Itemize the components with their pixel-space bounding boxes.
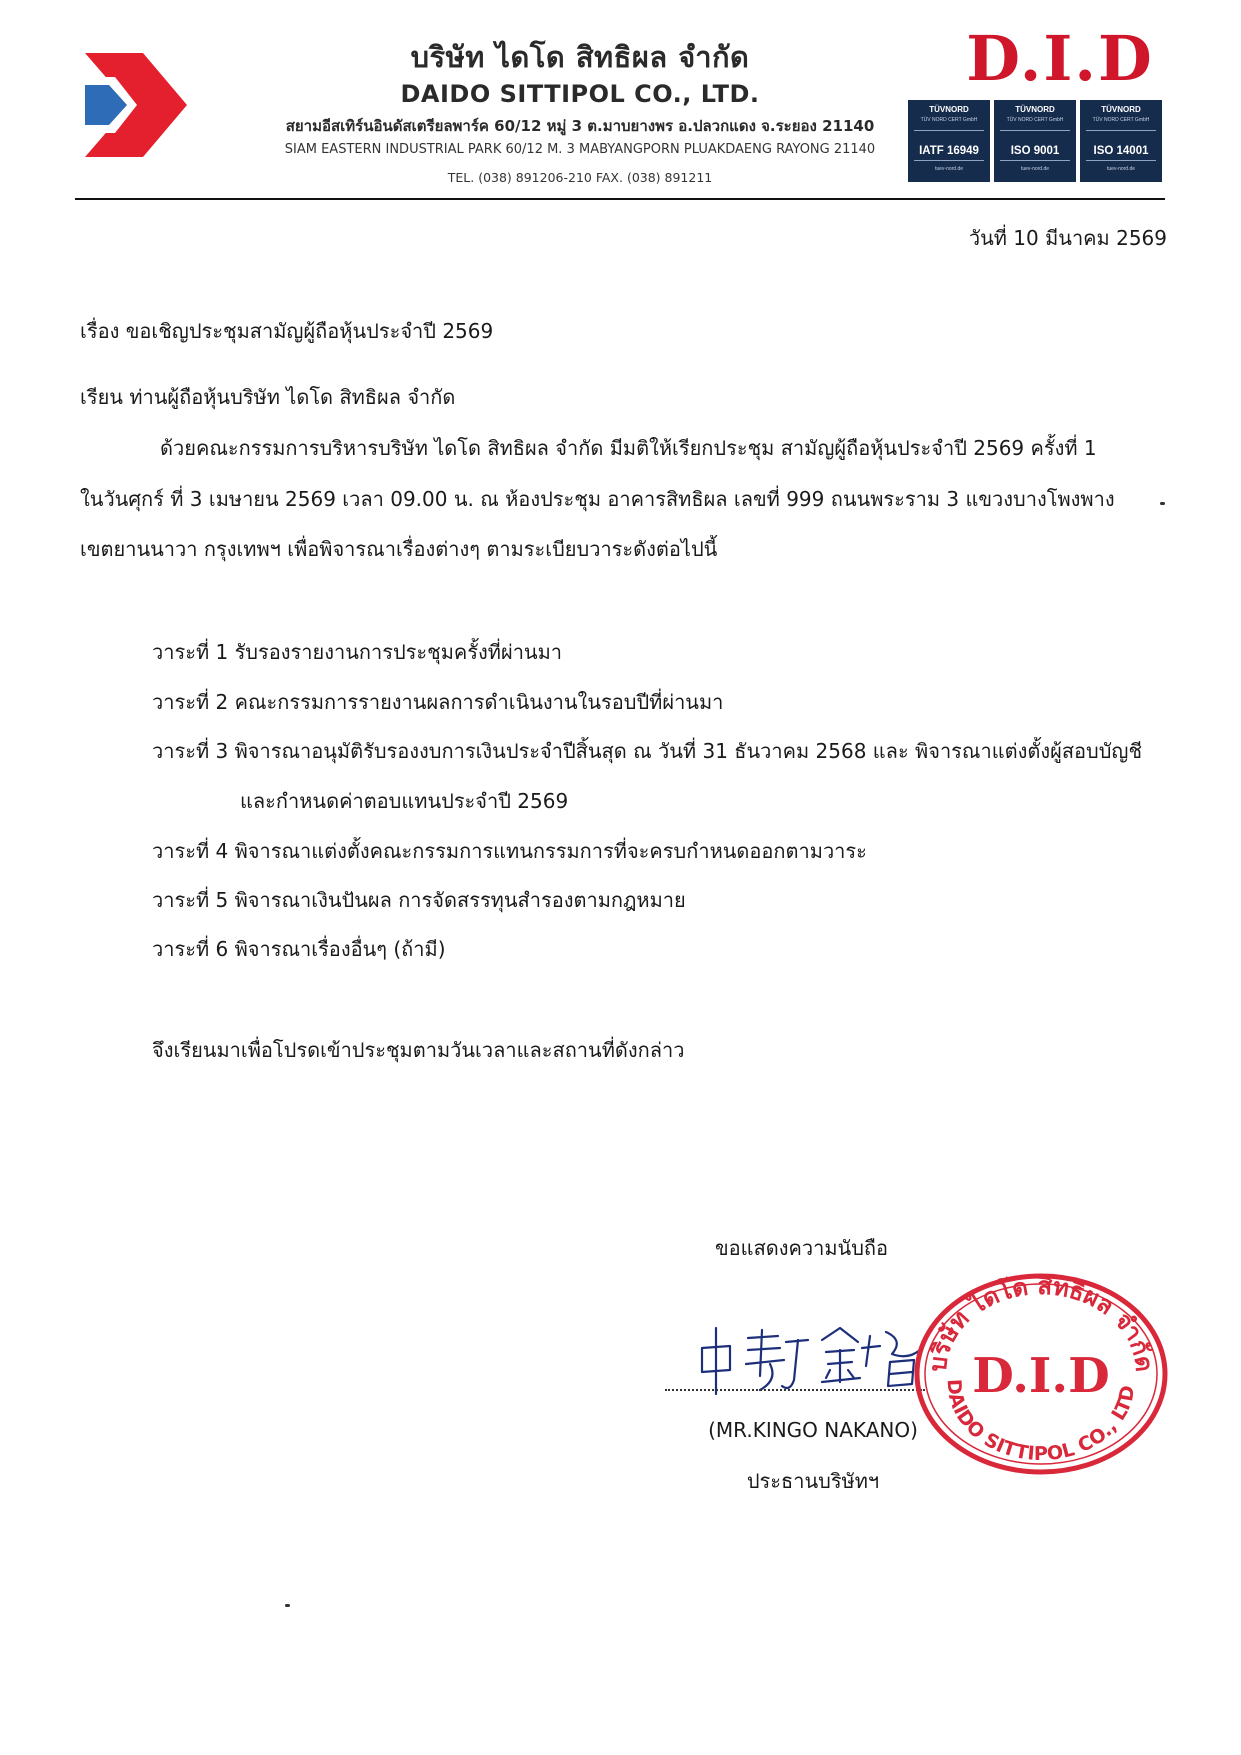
agenda-item-4: วาระที่ 4 พิจารณาแต่งตั้งคณะกรรมการแทนกรรมการที่จะครบกำหนดออกตามวาระ	[152, 839, 867, 863]
certification-badge-iatf: TÜVNORD TÜV NORD CERT GmbH IATF 16949 tuev-nord.de	[908, 100, 990, 182]
company-name-english: DAIDO SITTIPOL CO., LTD.	[400, 80, 760, 108]
intro-paragraph-line: เขตยานนาวา กรุงเทพฯ เพื่อพิจารณาเรื่องต่างๆ ตามระเบียบวาระดังต่อไปนี้	[80, 537, 718, 561]
company-name-thai: บริษัท ไดโด สิทธิผล จำกัด	[410, 40, 750, 74]
address-thai: สยามอีสเทิร์นอินดัสเตรียลพาร์ค 60/12 หมู่ 3 ต.มาบยางพร อ.ปลวกแดง จ.ระยอง 21140	[285, 117, 875, 135]
agenda-item-1: วาระที่ 1 รับรองรายงานการประชุมครั้งที่ผ่านมา	[152, 640, 563, 664]
seal-top-text: บริษัท ไดโด สิทธิผล จำกัด	[923, 1271, 1159, 1374]
certification-standard: IATF 16949	[919, 145, 979, 157]
agenda-item-3: วาระที่ 3 พิจารณาอนุมัติรับรองงบการเงินประจำปีสิ้นสุด ณ วันที่ 31 ธันวาคม 2568 และ พิจารณาแต่งตั้งผู้สอบบัญชี	[152, 739, 1143, 763]
letter-recipient: เรียน ท่านผู้ถือหุ้นบริษัท ไดโด สิทธิผล จำกัด	[80, 385, 456, 409]
handwritten-signature	[690, 1320, 930, 1400]
letter-subject: เรื่อง ขอเชิญประชุมสามัญผู้ถือหุ้นประจำปี 2569	[80, 319, 494, 343]
address-english: SIAM EASTERN INDUSTRIAL PARK 60/12 M. 3 MABYANGPORN PLUAKDAENG RAYONG 21140	[284, 142, 876, 157]
intro-paragraph-line: ด้วยคณะกรรมการบริหารบริษัท ไดโด สิทธิผล จำกัด มีมติให้เรียกประชุม สามัญผู้ถือหุ้นประจำปี 2569 ครั้งที่ 1	[160, 436, 1097, 460]
signature-line	[665, 1389, 925, 1391]
certification-badge-iso9001: TÜVNORD TÜV NORD CERT GmbH ISO 9001 tuev-nord.de	[994, 100, 1076, 182]
seal-bottom-text: DAIDO SITTIPOL CO., LTD	[942, 1378, 1140, 1466]
intro-paragraph-line: ในวันศุกร์ ที่ 3 เมษายน 2569 เวลา 09.00 น. ณ ห้องประชุม อาคารสิทธิผล เลขที่ 999 ถนนพระราม 3 แขวงบางโพงพาง	[80, 487, 1115, 511]
agenda-item-3-continued: และกำหนดค่าตอบแทนประจำปี 2569	[240, 789, 569, 813]
agenda-item-5: วาระที่ 5 พิจารณาเงินปันผล การจัดสรรทุนสำรองตามกฎหมาย	[152, 888, 686, 912]
regards-line: ขอแสดงความนับถือ	[715, 1236, 889, 1260]
letter-date: วันที่ 10 มีนาคม 2569	[968, 226, 1167, 250]
agenda-item-6: วาระที่ 6 พิจารณาเรื่องอื่นๆ (ถ้ามี)	[152, 937, 446, 961]
scan-speck	[285, 1604, 290, 1607]
agenda-item-2: วาระที่ 2 คณะกรรมการรายงานผลการดำเนินงานในรอบปีที่ผ่านมา	[152, 690, 724, 714]
company-seal-stamp	[910, 1268, 1172, 1480]
did-brand-logo: D.I.D	[966, 22, 1154, 95]
signer-title: ประธานบริษัทฯ	[746, 1469, 880, 1493]
company-logo	[75, 45, 200, 165]
certification-standard: ISO 9001	[1010, 145, 1060, 157]
seal-brand: D.I.D	[972, 1348, 1110, 1404]
certification-badge-iso14001: TÜVNORD TÜV NORD CERT GmbH ISO 14001 tuev-nord.de	[1080, 100, 1162, 182]
certification-standard: ISO 14001	[1093, 145, 1149, 157]
letterhead-divider	[75, 198, 1165, 200]
tel-fax: TEL. (038) 891206-210 FAX. (038) 891211	[447, 170, 713, 185]
closing-line: จึงเรียนมาเพื่อโปรดเข้าประชุมตามวันเวลาและสถานที่ดังกล่าว	[152, 1038, 685, 1062]
scan-speck	[1160, 502, 1165, 505]
signer-name: (MR.KINGO NAKANO)	[708, 1418, 918, 1442]
